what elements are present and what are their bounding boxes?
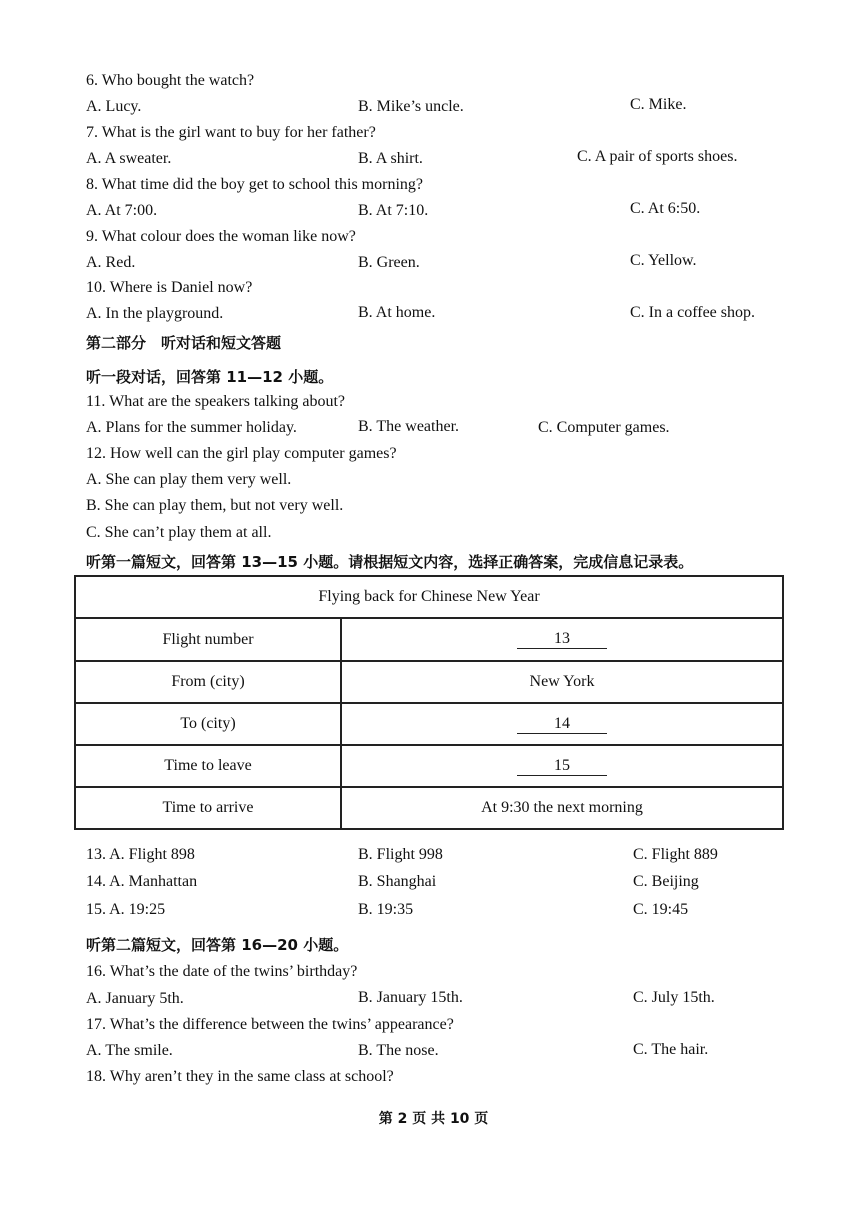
q15-option-b: B. 19:35 — [358, 901, 414, 918]
table-row — [75, 745, 783, 787]
q17-option-c: C. The hair. — [633, 1041, 709, 1058]
row-value-time-to-arrive: At 9:30 the next morning — [341, 787, 783, 829]
question-8: 8. What time did the boy get to school this morning? — [86, 176, 423, 193]
table-row — [75, 618, 783, 661]
row-label-to-city: To (city) — [75, 703, 341, 745]
page-footer: 第 2 页 共 10 页 — [378, 1111, 489, 1127]
q13-option-b: B. Flight 998 — [358, 846, 443, 863]
q16-option-a: A. January 5th. — [86, 990, 184, 1007]
q12-option-a: A. She can play them very well. — [86, 471, 292, 488]
row-label-from-city: From (city) — [75, 661, 341, 703]
q12-option-c: C. She can’t play them at all. — [86, 524, 272, 541]
part2-title: 第二部分 听对话和短文答题 — [86, 334, 282, 352]
q15-option-c: C. 19:45 — [633, 901, 689, 918]
question-10: 10. Where is Daniel now? — [86, 279, 253, 296]
q8-option-c: C. At 6:50. — [630, 200, 701, 217]
q12-option-b: B. She can play them, but not very well. — [86, 497, 344, 514]
row-label-flight-number: Flight number — [75, 618, 341, 661]
row-value-time-to-leave — [341, 745, 783, 787]
q11-option-b: B. The weather. — [358, 418, 460, 435]
question-6: 6. Who bought the watch? — [86, 72, 255, 89]
q7-option-b: B. A shirt. — [358, 150, 423, 167]
q10-option-a: A. In the playground. — [86, 305, 224, 322]
q8-option-b: B. At 7:10. — [358, 202, 429, 219]
row-value-to-city — [341, 703, 783, 745]
blank-13: 13 — [517, 630, 607, 649]
question-7: 7. What is the girl want to buy for her father? — [86, 124, 376, 141]
q10-option-b: B. At home. — [358, 304, 436, 321]
question-17: 17. What’s the difference between the twins’ appearance? — [86, 1016, 454, 1033]
q7-option-c: C. A pair of sports shoes. — [577, 148, 738, 165]
q9-option-a: A. Red. — [86, 254, 136, 271]
question-11: 11. What are the speakers talking about? — [86, 393, 346, 410]
q15-option-a: 15. A. 19:25 — [86, 901, 166, 918]
table-row — [75, 661, 783, 703]
q16-option-c: C. July 15th. — [633, 989, 715, 1006]
flight-info-table — [74, 575, 784, 830]
q6-option-b: B. Mike’s uncle. — [358, 98, 464, 115]
question-9: 9. What colour does the woman like now? — [86, 228, 356, 245]
q17-option-a: A. The smile. — [86, 1042, 173, 1059]
q6-option-a: A. Lucy. — [86, 98, 142, 115]
q6-option-c: C. Mike. — [630, 96, 687, 113]
blank-14: 14 — [517, 715, 607, 734]
row-value-from-city: New York — [341, 661, 783, 703]
q14-option-b: B. Shanghai — [358, 873, 437, 890]
table-row — [75, 703, 783, 745]
row-label-time-to-arrive: Time to arrive — [75, 787, 341, 829]
q14-option-a: 14. A. Manhattan — [86, 873, 198, 890]
row-value-flight-number — [341, 618, 783, 661]
part2-instruction: 听一段对话，回答第 11—12 小题。 — [86, 368, 334, 386]
q11-option-c: C. Computer games. — [538, 419, 670, 436]
q13-option-a: 13. A. Flight 898 — [86, 846, 195, 863]
q14-option-c: C. Beijing — [633, 873, 699, 890]
q7-option-a: A. A sweater. — [86, 150, 172, 167]
question-18: 18. Why aren’t they in the same class at school? — [86, 1068, 394, 1085]
question-12: 12. How well can the girl play computer games? — [86, 445, 397, 462]
q9-option-c: C. Yellow. — [630, 252, 697, 269]
q10-option-c: C. In a coffee shop. — [630, 304, 755, 321]
q17-option-b: B. The nose. — [358, 1042, 439, 1059]
blank-15: 15 — [517, 757, 607, 776]
table-title: Flying back for Chinese New Year — [75, 576, 783, 618]
passage2-instruction: 听第二篇短文，回答第 16—20 小题。 — [86, 936, 349, 954]
passage1-instruction: 听第一篇短文，回答第 13—15 小题。请根据短文内容，选择正确答案，完成信息记录表。 — [86, 553, 694, 571]
q8-option-a: A. At 7:00. — [86, 202, 158, 219]
q13-option-c: C. Flight 889 — [633, 846, 718, 863]
q11-option-a: A. Plans for the summer holiday. — [86, 419, 297, 436]
q9-option-b: B. Green. — [358, 254, 420, 271]
table-row — [75, 787, 783, 829]
row-label-time-to-leave: Time to leave — [75, 745, 341, 787]
q16-option-b: B. January 15th. — [358, 989, 463, 1006]
question-16: 16. What’s the date of the twins’ birthday? — [86, 963, 358, 980]
